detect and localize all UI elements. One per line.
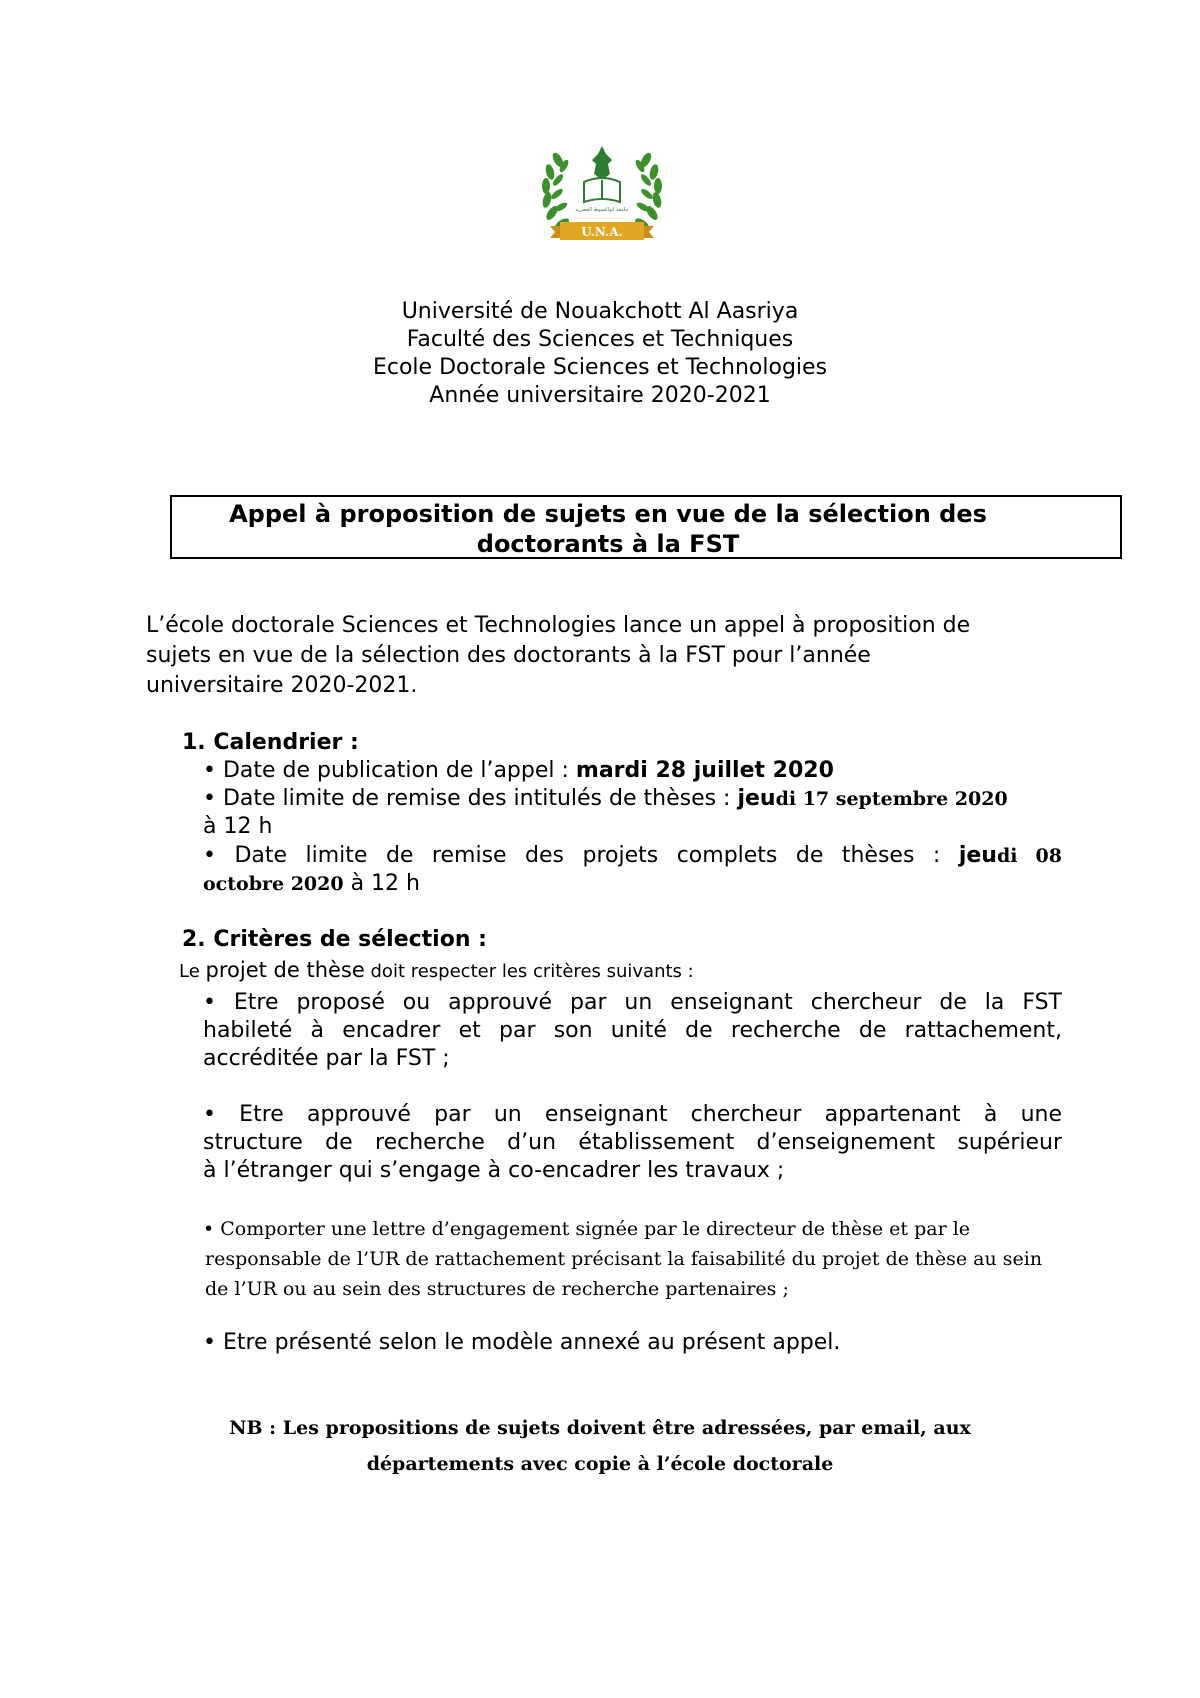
criteria-item: accréditée par la FST ; <box>203 1046 450 1071</box>
criteria-item: structure de recherche d’un établissement d’enseignement supérieur <box>203 1130 1062 1155</box>
intro-paragraph: L’école doctorale Sciences et Technologies lance un appel à proposition de sujets en vue de la sélection des doctorants à la FST pour l’année universitaire 2020-2021. <box>146 613 971 698</box>
calendar-item-time: à 12 h <box>203 814 273 839</box>
criteria-item: • Etre approuvé par un enseignant chercheur appartenant à une <box>203 1102 1062 1127</box>
calendar-item: • Date de publication de l’appel : mardi 28 juillet 2020 <box>203 758 834 783</box>
criteria-item: responsable de l’UR de rattachement précisant la faisabilité du projet de thèse au sein <box>205 1248 1043 1270</box>
faculty-name: Faculté des Sciences et Techniques <box>406 327 794 352</box>
criteria-item: habileté à encadrer et par son unité de recherche de rattachement, <box>203 1018 1062 1043</box>
calendar-item: • Date limite de remise des intitulés de thèses : jeudi 17 septembre 2020 <box>203 786 1008 811</box>
criteria-item: de l’UR ou au sein des structures de recherche partenaires ; <box>205 1278 789 1300</box>
document-title: Appel à proposition de sujets en vue de la sélection des doctorants à la FST <box>229 500 987 558</box>
university-name: Université de Nouakchott Al Aasriya <box>401 299 799 324</box>
calendar-heading: 1. Calendrier : <box>182 730 359 755</box>
calendar-item-time: octobre 2020 à 12 h <box>203 871 420 896</box>
document-header <box>0 298 1200 410</box>
academic-year: Année universitaire 2020-2021 <box>429 383 771 408</box>
school-name: Ecole Doctorale Sciences et Technologies <box>372 355 828 380</box>
svg-text:جامعة انواكشوط العصرية: جامعة انواكشوط العصرية <box>575 207 629 213</box>
criteria-heading: 2. Critères de sélection : <box>182 927 487 952</box>
title-box <box>170 495 1122 559</box>
svg-text:U.N.A.: U.N.A. <box>581 225 623 239</box>
criteria-item: • Etre proposé ou approuvé par un enseignant chercheur de la FST <box>203 990 1062 1015</box>
criteria-item: à l’étranger qui s’engage à co-encadrer les travaux ; <box>203 1158 785 1183</box>
criteria-item: • Etre présenté selon le modèle annexé au présent appel. <box>203 1330 841 1355</box>
university-emblem-icon <box>540 140 664 250</box>
criteria-intro: Le projet de thèse doit respecter les critères suivants : <box>179 958 694 982</box>
criteria-item: • Comporter une lettre d’engagement signée par le directeur de thèse et par le <box>203 1218 971 1240</box>
nb-note: NB : Les propositions de sujets doivent être adressées, par email, aux départements avec copie à l’école doctorale <box>229 1417 971 1475</box>
calendar-item: • Date limite de remise des projets complets de thèses : jeudi 08 <box>203 843 1062 868</box>
